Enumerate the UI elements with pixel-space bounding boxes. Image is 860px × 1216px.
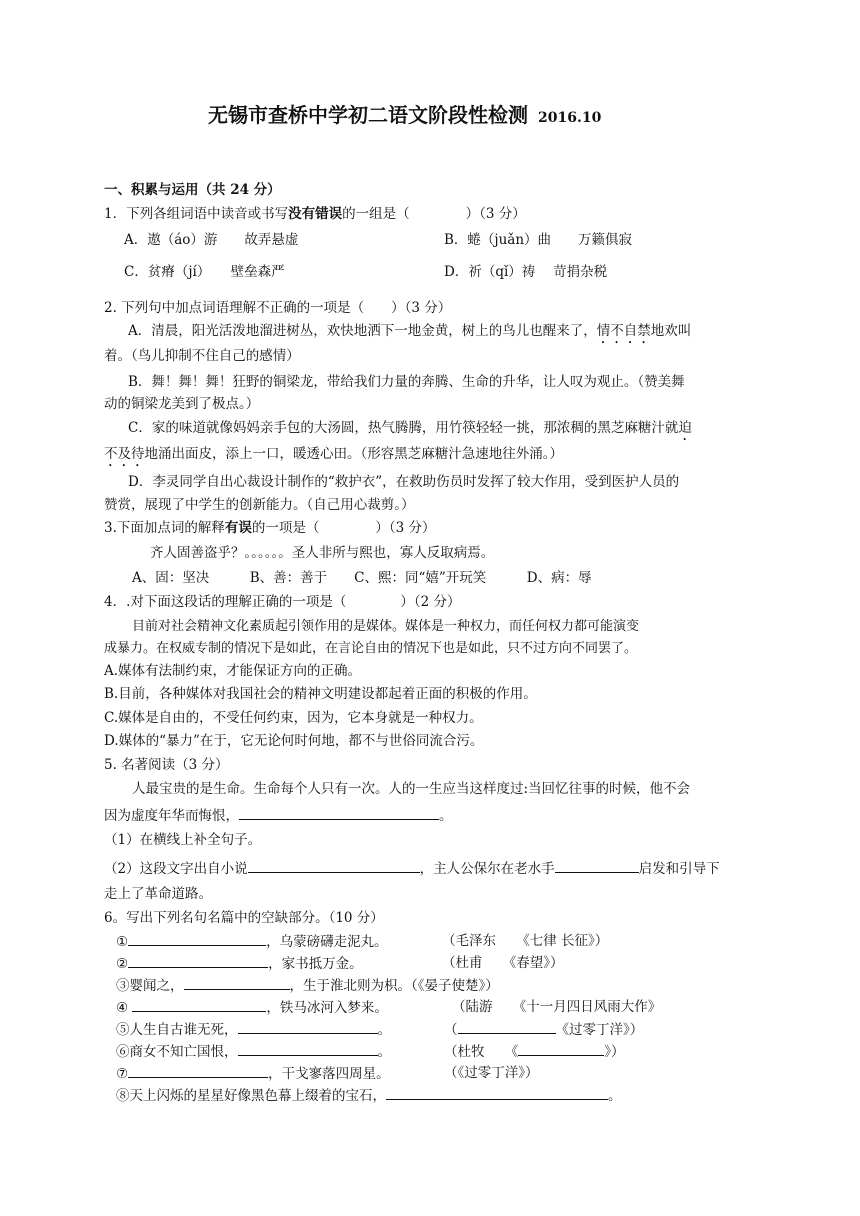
q5-period: 。	[439, 808, 453, 824]
q2-c-dotted-word-2: 不及待	[104, 446, 145, 462]
q6-line-3	[116, 975, 499, 996]
q6-line-2	[116, 953, 363, 974]
q3-options: A、固：坚决 B、善：善于 C、熙：同“嬉”开玩笑 D、病：辱	[132, 570, 592, 586]
q6-5-paren: （	[444, 1022, 458, 1038]
q6-3-text: ③婴闻之，	[116, 978, 184, 994]
q6-5-text: ⑤人生自古谁无死，	[116, 1022, 238, 1038]
q6-5-source	[444, 1019, 643, 1040]
q2-option-a-line1	[128, 321, 691, 347]
q2-option-c-line1	[128, 418, 692, 444]
q3-stem-text-2: 的一项是（	[251, 520, 320, 536]
q6-6-text: ⑥商女不知亡国恨，	[116, 1044, 238, 1060]
q6-6-author: （杜牧 《	[444, 1044, 519, 1060]
q6-7-blank[interactable]	[128, 1063, 268, 1078]
q5-stem: 5. 名著阅读（3 分）	[104, 757, 229, 773]
q6-4-source: （陆游 《十一月四日风雨大作》	[452, 999, 662, 1015]
q6-1-blank[interactable]	[128, 931, 266, 946]
q2-a-text: A．清晨，阳光活泼地溜进树丛，欢快地洒下一地金黄，树上的鸟儿也醒来了，	[128, 323, 597, 339]
q5-sub-2	[104, 858, 720, 879]
q5-fill-blank-novel[interactable]	[248, 858, 420, 873]
q2-option-b-line1: B．舞！舞！舞！狂野的铜梁龙，带给我们力量的奔腾、生命的升华，让人叹为观止。（赞美舞	[128, 374, 685, 390]
q4-option-a: A.媒体有法制约束，才能保证方向的正确。	[104, 663, 362, 679]
q2-stem: 2. 下列句中加点词语理解不正确的一项是（ ）（3 分）	[104, 300, 452, 316]
q6-8-text: ⑧天上闪烁的星星好像黑色幕上缀着的宝石，	[116, 1088, 386, 1104]
q3-emphasis: 有误	[224, 520, 252, 536]
q4-passage-line2: 成暴力。在权威专制的情况下是如此，在言论自由的情况下也是如此，只不过方向不同罢了。	[104, 641, 638, 656]
q5-fill-blank-quote[interactable]	[239, 805, 439, 820]
q1-emphasis: 没有错误	[288, 206, 343, 222]
q6-1-source: （毛泽东 《七律 长征》）	[442, 933, 609, 949]
q6-4-num: ④	[116, 1000, 133, 1016]
q2-option-d-line2: 赞赏，展现了中学生的创新能力。（自己用心裁剪。）	[104, 497, 415, 513]
q6-6-source	[444, 1041, 625, 1062]
q1-stem	[104, 204, 526, 224]
page-title: 无锡市查桥中学初二语文阶段性检测	[208, 103, 528, 127]
q6-7-source: （《过零丁洋》）	[444, 1065, 539, 1081]
q6-4-text: ，铁马冰河入梦来。	[266, 1000, 388, 1016]
exam-date: 2016.10	[538, 110, 602, 126]
q3-stem-text: 3.下面加点词的解释	[104, 520, 225, 536]
q6-7-text: ，干戈寥落四周星。	[268, 1066, 390, 1082]
q6-2-blank[interactable]	[128, 953, 268, 968]
q4-stem: 4．.对下面这段话的理解正确的一项是（ ）（2 分）	[104, 594, 461, 610]
q1-option-a: A．遨（áo）游 故弄悬虚	[124, 232, 299, 248]
q6-line-8	[116, 1085, 622, 1106]
q1-score: ）（3 分）	[465, 206, 526, 222]
section-heading: 一、积累与运用（共 24 分）	[104, 182, 281, 198]
q4-passage-line1: 目前对社会精神文化素质起引领作用的是媒体。媒体是一种权力，而任何权力都可能演变	[132, 619, 640, 634]
q5-sub-2-line2: 走上了革命道路。	[104, 886, 212, 902]
q6-6-period: 。	[377, 1044, 391, 1060]
q2-option-b-line2: 动的铜梁龙美到了极点。）	[104, 396, 260, 412]
q5-passage-line2	[104, 805, 453, 826]
q6-7-num: ⑦	[116, 1066, 129, 1082]
q5-passage-text: 因为虚度年华而悔恨，	[104, 808, 239, 824]
q2-option-c-line2	[104, 444, 563, 470]
q4-option-c: C.媒体是自由的，不受任何约束，因为，它本身就是一种权力。	[104, 710, 483, 726]
q1-stem-text-2: 的一组是（	[342, 206, 410, 222]
q6-6-title-blank[interactable]	[518, 1041, 604, 1056]
q5-sub-1: （1）在横线上补全句子。	[104, 832, 262, 848]
q3-passage: 齐人固善盗乎？。。。。。。圣人非所与熙也，寡人反取病焉。	[150, 545, 495, 561]
q4-option-d: D.媒体的“暴力”在于，它无论何时何地，都不与世俗同流合污。	[104, 733, 484, 749]
q1-stem-text: 1．下列各组词语中读音或书写	[104, 206, 289, 222]
q2-a-dotted-word: 情不自禁	[596, 323, 651, 339]
q6-1-num: ①	[116, 934, 129, 950]
q6-line-6	[116, 1041, 391, 1062]
q1-option-c: C．贫瘠（jí） 壁垒森严	[124, 264, 285, 280]
q2-c-text: C．家的味道就像妈妈亲手包的大汤圆，热气腾腾，用竹筷轻轻一挑，那浓稠的黑芝麻糖汁就	[128, 420, 679, 436]
q6-5-source-title: 《过零丁洋》）	[555, 1022, 644, 1038]
q6-line-7	[116, 1063, 390, 1084]
q3-stem	[104, 518, 436, 538]
q6-5-period: 。	[377, 1022, 391, 1038]
q6-line-1	[116, 931, 388, 952]
q1-option-b: B．蜷（juǎn）曲 万籁俱寂	[444, 232, 633, 248]
q6-5-author-blank[interactable]	[458, 1019, 556, 1034]
q6-8-blank[interactable]	[386, 1085, 608, 1100]
q6-stem: 6。写出下列名句名篇中的空缺部分。（10 分）	[104, 910, 384, 926]
q5-sub-2-text-3: 启发和引导下	[638, 861, 720, 877]
q5-sub-2-text-2: ，主人公保尔在老水手	[419, 861, 555, 877]
q2-c-text-2: 地涌出面皮，添上一口，暖透心田。（形容黑芝麻糖汁急速地往外涌。）	[144, 446, 563, 462]
q1-option-d: D．祈（qǐ）祷 苛捐杂税	[444, 264, 608, 280]
q5-passage-line1: 人最宝贵的是生命。生命每个人只有一次。人的一生应当这样度过:当回忆往事的时候，他不会	[132, 781, 691, 797]
q5-fill-blank-sailor[interactable]	[555, 858, 639, 873]
q6-5-blank[interactable]	[238, 1019, 378, 1034]
page-title-row	[208, 100, 601, 133]
q2-option-a-line2: 着。（鸟儿抑制不住自己的感情）	[104, 348, 300, 364]
q6-4-blank[interactable]	[132, 997, 266, 1012]
q6-2-source: （杜甫 《春望》）	[442, 955, 564, 971]
q6-3-blank[interactable]	[184, 975, 290, 990]
q6-line-5	[116, 1019, 391, 1040]
q5-sub-2-text: （2）这段文字出自小说	[104, 861, 248, 877]
q2-c-dotted-word: 迫	[678, 420, 692, 436]
q6-8-period: 。	[608, 1088, 622, 1104]
q2-option-d-line1: D．李灵同学自出心裁设计制作的“救护衣”，在救助伤员时发挥了较大作用，受到医护人员的	[128, 474, 680, 490]
q6-6-blank[interactable]	[238, 1041, 378, 1056]
q6-6-close: 》）	[604, 1044, 625, 1060]
q4-option-b: B.目前，各种媒体对我国社会的精神文明建设都起着正面的积极的作用。	[104, 686, 537, 702]
q6-1-text: ，乌蒙磅礴走泥丸。	[266, 934, 388, 950]
q6-2-num: ②	[116, 956, 129, 972]
q6-3-text-2: ，生于淮北则为枳。（《晏子使楚》）	[289, 978, 499, 994]
q2-a-text-2: 地欢叫	[650, 323, 692, 339]
q6-2-text: ，家书抵万金。	[268, 956, 363, 972]
q6-line-4	[116, 997, 388, 1018]
q3-score: ）（3 分）	[375, 520, 436, 536]
